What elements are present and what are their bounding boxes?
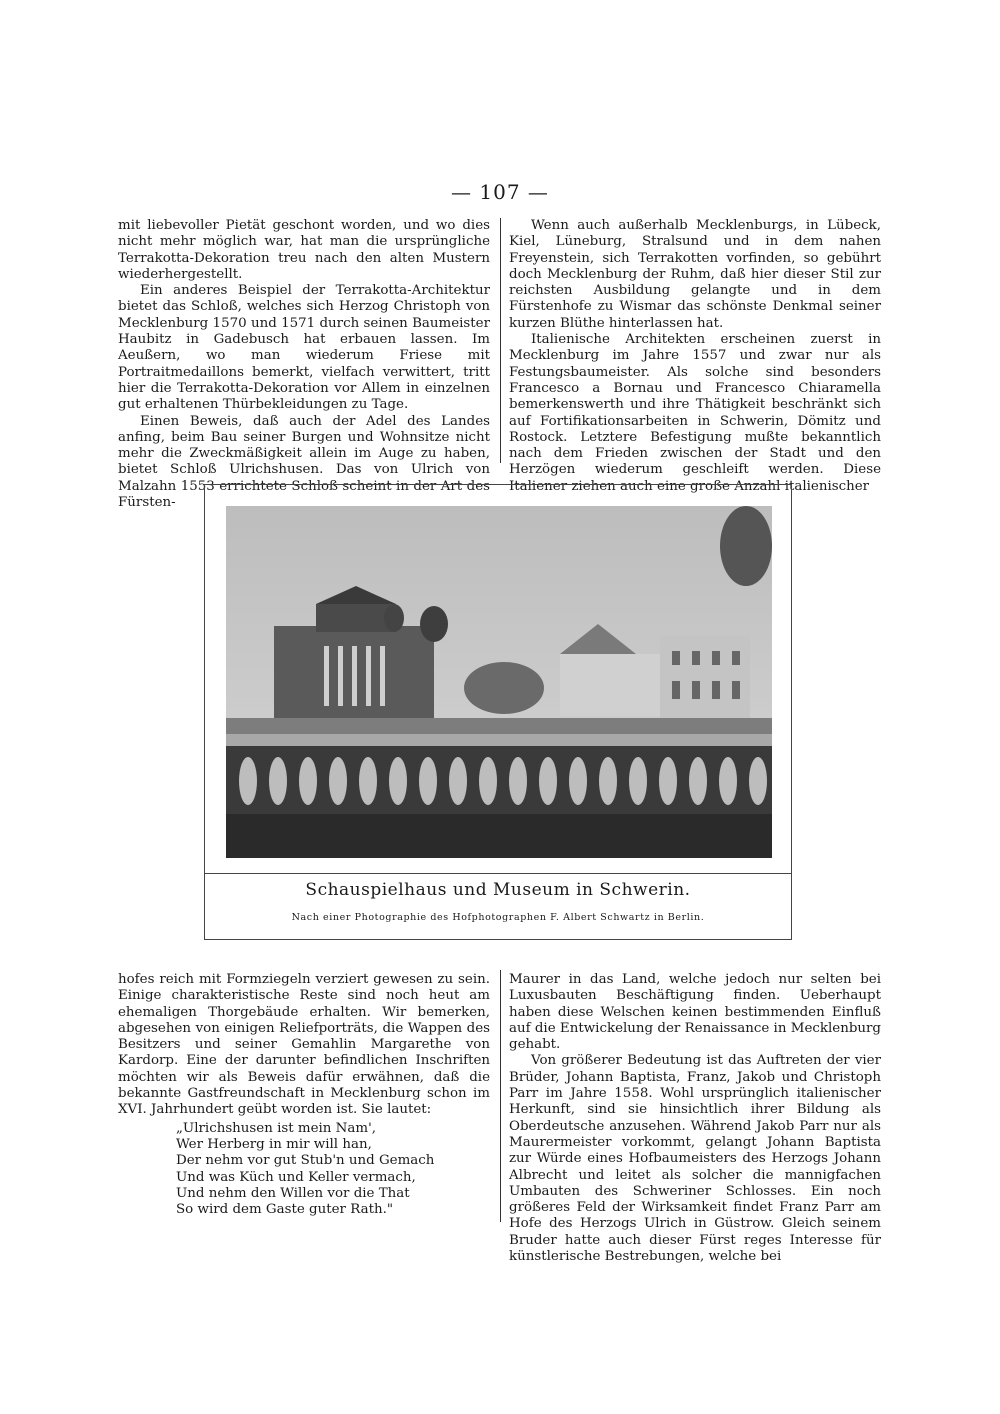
poem-inscription	[176, 1121, 490, 1219]
text-column-top-right	[509, 218, 881, 495]
poem-line: So wird dem Gaste guter Rath."	[176, 1202, 393, 1218]
poem-line: Wer Herberg in mir will han,	[176, 1136, 372, 1152]
caption-rule	[204, 873, 792, 874]
text-column-bottom-right	[509, 972, 881, 1265]
paragraph: Italienische Architekten erscheinen zuerst in Mecklenburg im Jahre 1557 und zwar nur als Festungsbaumeister. Als solche sind besonders Francesco a Bornau und Francesco Chiaramella bemerkenswerth und ihre Thätigkeit beschränkt sich auf Fortifikationsarbeiten in Schwerin, Dömitz und Rostock. Letztere Befestigung mußte bekanntlich nach dem Frieden zwischen der Stadt und den Herzögen wiederum geschleift werden. Diese Italiener ziehen auch eine große Anzahl italienischer	[509, 332, 881, 494]
paragraph: mit liebevoller Pietät geschont worden, und wo dies nicht mehr möglich war, hat man die ursprüngliche Terrakotta-Dekoration treu nach den alten Mustern wiederhergestellt.	[118, 218, 490, 282]
poem-line: „Ulrichshusen ist mein Nam',	[176, 1120, 377, 1136]
paragraph: Ein anderes Beispiel der Terrakotta-Architektur bietet das Schloß, welches sich Herzog Christoph von Mecklenburg 1570 und 1571 durch seinen Baumeister Haubitz in Gadebusch hat erbauen lassen. Im Aeußern, wo man wiederum Friese mit Portraitmedaillons bemerkt, vielfach verwittert, tritt hier die Terrakotta-Dekoration vor Allem in einzelnen gut erhaltenen Thürbekleidungen zu Tage.	[118, 283, 490, 413]
poem-line: Der nehm vor gut Stub'n und Gemach	[176, 1153, 435, 1169]
text-column-bottom-left	[118, 972, 490, 1218]
figure-credit: Nach einer Photographie des Hofphotographen F. Albert Schwartz in Berlin.	[291, 912, 705, 923]
paragraph: Wenn auch außerhalb Mecklenburgs, in Lübeck, Kiel, Lüneburg, Stralsund und in dem nahen Freyenstein, sich Terrakotten vorfinden, so gebührt doch Mecklenburg der Ruhm, daß hier dieser Stil zur reichsten Ausbildung gelangte und in dem Fürstenhofe zu Wismar das schönste Denkmal seiner kurzen Blüthe hinterlassen hat.	[509, 218, 881, 331]
paragraph: hofes reich mit Formziegeln verziert gewesen zu sein. Einige charakteristische Reste sind noch heut am ehemaligen Thorgebäude erhalten. Wir bemerken, abgesehen von einigen Reliefporträts, die Wappen des Besitzers und seiner Gemahlin Margarethe von Kardorp. Eine der darunter befindlichen Inschriften möchten wir als Beweis dafür erwähnen, daß die bekannte Gastfreundschaft in Mecklenburg schon im XVI. Jahrhundert geübt worden ist. Sie lautet:	[118, 972, 490, 1118]
paragraph: Von größerer Bedeutung ist das Auftreten der vier Brüder, Johann Baptista, Franz, Jakob und Christoph Parr im Jahre 1558. Wohl ursprünglich italienischer Herkunft, sind sie hinsichtlich ihrer Bildung als Oberdeutsche anzusehen. Während Jakob Parr nur als Maurermeister vorkommt, gelangt Johann Baptista zur Würde eines Hofbaumeisters des Herzogs Johann Albrecht und leitet als solcher die mannigfachen Umbauten des Schweriner Schlosses. Ein noch größeres Feld der Wirksamkeit findet Franz Parr am Hofe des Herzogs Ulrich in Güstrow. Gleich seinem Bruder hatte auch dieser Fürst reges Interesse für künstlerische Bestrebungen, welche bei	[509, 1053, 881, 1265]
column-divider	[500, 970, 501, 1222]
page-number: — 107 —	[451, 180, 549, 204]
column-divider	[500, 218, 501, 463]
text-column-top-left	[118, 218, 490, 511]
figure-caption: Schauspielhaus und Museum in Schwerin.	[305, 880, 691, 900]
paragraph: Einen Beweis, daß auch der Adel des Landes anfing, beim Bau seiner Burgen und Wohnsitze nicht mehr die Zweckmäßigkeit allein im Auge zu haben, bietet Schloß Ulrichshusen. Das von Ulrich von Malzahn 1553 errichtete Schloß scheint in der Art des Fürsten-	[118, 413, 490, 511]
photograph-schauspielhaus-museum	[226, 506, 772, 858]
poem-line: Und was Küch und Keller vermach,	[176, 1169, 416, 1185]
paragraph: Maurer in das Land, welche jedoch nur selten bei Luxusbauten Beschäftigung finden. Ueberhaupt haben diese Welschen keinen bestimmenden Einfluß auf die Entwickelung der Renaissance in Mecklenburg gehabt.	[509, 972, 881, 1053]
poem-line: Und nehm den Willen vor die That	[176, 1185, 410, 1201]
